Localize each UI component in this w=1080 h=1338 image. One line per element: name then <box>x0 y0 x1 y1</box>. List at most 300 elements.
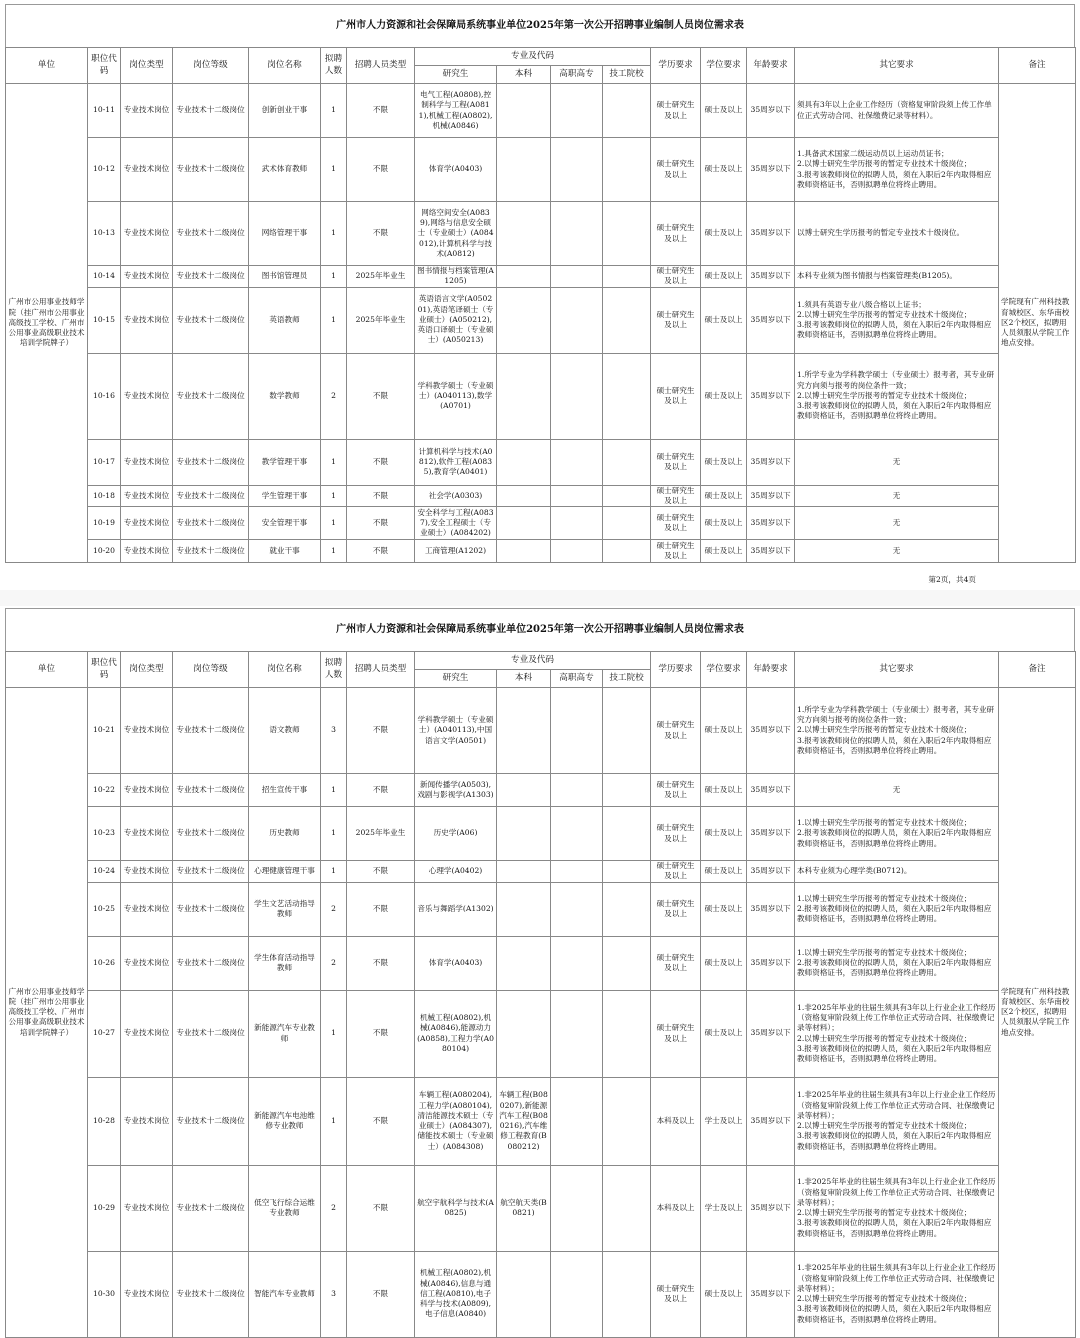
header-recruit: 招聘人员类型 <box>347 652 415 688</box>
cell-type: 专业技术岗位 <box>121 540 173 563</box>
cell-voc <box>551 84 603 138</box>
cell-degree: 硕士及以上 <box>701 202 747 266</box>
cell-tech <box>603 688 651 774</box>
cell-other-requirements <box>795 266 999 288</box>
cell-grade: 专业技术十二级岗位 <box>173 688 249 774</box>
cell-age: 35周岁以下 <box>747 990 795 1077</box>
cell-edu: 硕士研究生及以上 <box>651 882 701 936</box>
cell-edu: 本科及以上 <box>651 1165 701 1251</box>
cell-bach <box>497 774 551 807</box>
requirement-line: 2.报考该教师岗位的拟聘人员，须在入职后2年内取得相应教师资格证书，否则拟聘单位将终止聘用。 <box>797 957 992 978</box>
cell-bach <box>497 266 551 288</box>
cell-voc <box>551 202 603 266</box>
cell-voc <box>551 485 603 507</box>
table-row <box>6 882 1076 936</box>
cell-code: 10-25 <box>88 882 121 936</box>
header-grade: 岗位等级 <box>173 48 249 84</box>
header-unit: 单位 <box>6 652 88 688</box>
cell-edu: 硕士研究生及以上 <box>651 688 701 774</box>
cell-recruit: 2025年毕业生 <box>347 287 415 353</box>
cell-age: 35周岁以下 <box>747 1251 795 1337</box>
cell-edu: 硕士研究生及以上 <box>651 84 701 138</box>
cell-code: 10-14 <box>88 266 121 288</box>
cell-type: 专业技术岗位 <box>121 807 173 861</box>
cell-tech <box>603 353 651 439</box>
cell-type: 专业技术岗位 <box>121 990 173 1077</box>
cell-recruit: 不限 <box>347 1251 415 1337</box>
cell-other-requirements <box>795 1251 999 1337</box>
cell-edu: 硕士研究生及以上 <box>651 202 701 266</box>
cell-bach <box>497 882 551 936</box>
cell-voc <box>551 936 603 990</box>
cell-code: 10-20 <box>88 540 121 563</box>
cell-degree: 硕士及以上 <box>701 882 747 936</box>
cell-other-requirements <box>795 990 999 1077</box>
requirement-line: 无 <box>892 784 901 794</box>
header-edu: 学历要求 <box>651 652 701 688</box>
table-row <box>6 807 1076 861</box>
recruitment-table-page-2 <box>5 4 1075 589</box>
cell-edu: 硕士研究生及以上 <box>651 507 701 540</box>
cell-grad: 体育学(A0403) <box>415 936 497 990</box>
cell-count: 2 <box>321 1165 347 1251</box>
cell-type: 专业技术岗位 <box>121 1077 173 1165</box>
cell-edu: 硕士研究生及以上 <box>651 485 701 507</box>
header-age: 年龄要求 <box>747 48 795 84</box>
cell-recruit: 不限 <box>347 861 415 883</box>
cell-recruit: 不限 <box>347 84 415 138</box>
cell-age: 35周岁以下 <box>747 507 795 540</box>
requirement-line: 2.报考该教师岗位的拟聘人员，须在入职后2年内取得相应教师资格证书，否则拟聘单位将终止聘用。 <box>797 903 992 924</box>
cell-code: 10-29 <box>88 1165 121 1251</box>
requirement-line: 须具有3年以上企业工作经历（资格复审阶段须上传工作单位正式劳动合同、社保缴费记录等材料）。 <box>797 100 992 120</box>
cell-age: 35周岁以下 <box>747 774 795 807</box>
cell-grad: 机械工程(A0802),机械(A0846),能源动力(A0858),工程力学(A080104) <box>415 990 497 1077</box>
cell-voc <box>551 287 603 353</box>
cell-code: 10-22 <box>88 774 121 807</box>
header-voc: 高职高专 <box>551 670 603 688</box>
cell-code: 10-27 <box>88 990 121 1077</box>
cell-tech <box>603 1251 651 1337</box>
header-grad: 研究生 <box>415 670 497 688</box>
cell-count: 1 <box>321 287 347 353</box>
cell-type: 专业技术岗位 <box>121 1165 173 1251</box>
table-row <box>6 507 1076 540</box>
cell-grad: 学科教学硕士（专业硕士）(A040113),数学(A0701) <box>415 353 497 439</box>
cell-grade: 专业技术十二级岗位 <box>173 807 249 861</box>
cell-grade: 专业技术十二级岗位 <box>173 202 249 266</box>
cell-bach <box>497 936 551 990</box>
requirement-line: 1.非2025年毕业的往届生须具有3年以上行业企业工作经历（资格复审阶段须上传工作单位正式劳动合同、社保缴费记录等材料）； <box>797 1002 996 1033</box>
page-number: 第2页，共4页 <box>928 575 976 584</box>
cell-code: 10-23 <box>88 807 121 861</box>
table-row <box>6 287 1076 353</box>
cell-grade: 专业技术十二级岗位 <box>173 936 249 990</box>
cell-age: 35周岁以下 <box>747 807 795 861</box>
cell-code: 10-11 <box>88 84 121 138</box>
cell-edu: 本科及以上 <box>651 1077 701 1165</box>
cell-recruit: 不限 <box>347 485 415 507</box>
cell-degree: 硕士及以上 <box>701 439 747 485</box>
cell-age: 35周岁以下 <box>747 936 795 990</box>
cell-bach: 车辆工程(B080207),新能源汽车工程(B080216),汽车维修工程教育(B080212) <box>497 1077 551 1165</box>
cell-type: 专业技术岗位 <box>121 507 173 540</box>
table-row <box>6 353 1076 439</box>
cell-bach <box>497 138 551 202</box>
cell-tech <box>603 138 651 202</box>
requirement-line: 1.须具有英语专业八级合格以上证书； <box>797 299 926 309</box>
cell-age: 35周岁以下 <box>747 439 795 485</box>
cell-voc <box>551 266 603 288</box>
cell-grad: 电气工程(A0808),控制科学与工程(A0811),机械工程(A0802),机械(A0846) <box>415 84 497 138</box>
cell-other-requirements <box>795 540 999 563</box>
cell-other-requirements <box>795 353 999 439</box>
cell-degree: 硕士及以上 <box>701 353 747 439</box>
cell-type: 专业技术岗位 <box>121 936 173 990</box>
cell-count: 1 <box>321 202 347 266</box>
cell-other-requirements <box>795 287 999 353</box>
table-title: 广州市人力资源和社会保障局系统事业单位2025年第一次公开招聘事业编制人员岗位需求表 <box>5 608 1075 651</box>
cell-type: 专业技术岗位 <box>121 138 173 202</box>
table-row <box>6 688 1076 774</box>
requirement-line: 3.报考该教师岗位的拟聘人员，须在入职后2年内取得相应教师资格证书，否则拟聘单位将终止聘用。 <box>797 735 992 755</box>
cell-code: 10-18 <box>88 485 121 507</box>
cell-count: 1 <box>321 807 347 861</box>
cell-voc <box>551 507 603 540</box>
cell-recruit: 不限 <box>347 882 415 936</box>
cell-grad: 历史学(A06) <box>415 807 497 861</box>
cell-recruit: 不限 <box>347 688 415 774</box>
cell-age: 35周岁以下 <box>747 1165 795 1251</box>
table-row <box>6 266 1076 288</box>
cell-grade: 专业技术十二级岗位 <box>173 882 249 936</box>
cell-type: 专业技术岗位 <box>121 1251 173 1337</box>
cell-type: 专业技术岗位 <box>121 485 173 507</box>
header-voc: 高职高专 <box>551 66 603 84</box>
cell-bach <box>497 287 551 353</box>
remark-cell: 学院现有广州科技教育城校区、东华南校区2个校区，拟聘用人员须服从学院工作地点安排。 <box>999 688 1076 1338</box>
cell-grad: 心理学(A0402) <box>415 861 497 883</box>
cell-tech <box>603 807 651 861</box>
unit-name-cell: 广州市公用事业技师学院（挂广州市公用事业高级技工学校、广州市公用事业高级职业技术培训学院牌子） <box>6 84 88 563</box>
cell-type: 专业技术岗位 <box>121 882 173 936</box>
cell-count: 1 <box>321 990 347 1077</box>
header-tech: 技工院校 <box>603 66 651 84</box>
cell-age: 35周岁以下 <box>747 266 795 288</box>
cell-bach <box>497 485 551 507</box>
cell-count: 2 <box>321 882 347 936</box>
cell-recruit: 不限 <box>347 1077 415 1165</box>
cell-edu: 硕士研究生及以上 <box>651 439 701 485</box>
cell-type: 专业技术岗位 <box>121 287 173 353</box>
cell-name: 智能汽车专业教师 <box>249 1251 321 1337</box>
header-edu: 学历要求 <box>651 48 701 84</box>
cell-tech <box>603 936 651 990</box>
cell-grade: 专业技术十二级岗位 <box>173 774 249 807</box>
cell-tech <box>603 287 651 353</box>
page-gap <box>0 590 1080 606</box>
cell-grad: 机械工程(A0802),机械(A0846),信息与通信工程(A0810),电子科学与技术(A0809),电子信息(A0840) <box>415 1251 497 1337</box>
header-remark: 备注 <box>999 48 1076 84</box>
cell-edu: 硕士研究生及以上 <box>651 807 701 861</box>
cell-bach <box>497 507 551 540</box>
cell-code: 10-13 <box>88 202 121 266</box>
cell-name: 招生宣传干事 <box>249 774 321 807</box>
cell-count: 1 <box>321 540 347 563</box>
cell-edu: 硕士研究生及以上 <box>651 540 701 563</box>
cell-recruit: 不限 <box>347 774 415 807</box>
header-major: 专业及代码 <box>415 48 651 66</box>
cell-degree: 硕士及以上 <box>701 688 747 774</box>
cell-name: 英语教师 <box>249 287 321 353</box>
cell-tech <box>603 861 651 883</box>
header-type: 岗位类型 <box>121 652 173 688</box>
requirement-line: 2.报考该教师岗位的拟聘人员，须在入职后2年内取得相应教师资格证书，否则拟聘单位将终止聘用。 <box>797 828 992 848</box>
cell-count: 1 <box>321 485 347 507</box>
cell-bach <box>497 688 551 774</box>
cell-other-requirements <box>795 1077 999 1165</box>
cell-bach <box>497 807 551 861</box>
cell-other-requirements <box>795 1165 999 1251</box>
cell-voc <box>551 1251 603 1337</box>
table-row <box>6 1251 1076 1337</box>
requirement-line: 3.报考该教师岗位的拟聘人员，须在入职后2年内取得相应教师资格证书，否则拟聘单位将终止聘用。 <box>797 169 992 189</box>
cell-degree: 硕士及以上 <box>701 266 747 288</box>
cell-tech <box>603 507 651 540</box>
cell-voc <box>551 540 603 563</box>
cell-bach <box>497 1251 551 1337</box>
cell-type: 专业技术岗位 <box>121 861 173 883</box>
requirement-line: 2.以博士研究生学历报考的暂定专业技术十级岗位； <box>797 725 972 735</box>
cell-grade: 专业技术十二级岗位 <box>173 84 249 138</box>
cell-recruit: 不限 <box>347 990 415 1077</box>
cell-code: 10-21 <box>88 688 121 774</box>
cell-grade: 专业技术十二级岗位 <box>173 485 249 507</box>
cell-other-requirements <box>795 882 999 936</box>
cell-edu: 硕士研究生及以上 <box>651 1251 701 1337</box>
cell-name: 武术体育教师 <box>249 138 321 202</box>
requirement-line: 3.报考该教师岗位的拟聘人员，须在入职后2年内取得相应教师资格证书，否则拟聘单位将终止聘用。 <box>797 1043 992 1063</box>
table-row <box>6 990 1076 1077</box>
cell-grade: 专业技术十二级岗位 <box>173 353 249 439</box>
table-row <box>6 202 1076 266</box>
cell-age: 35周岁以下 <box>747 138 795 202</box>
cell-name: 学生文艺活动指导教师 <box>249 882 321 936</box>
cell-grade: 专业技术十二级岗位 <box>173 439 249 485</box>
cell-tech <box>603 774 651 807</box>
cell-name: 新能源汽车电池维修专业教师 <box>249 1077 321 1165</box>
cell-degree: 硕士及以上 <box>701 807 747 861</box>
cell-other-requirements <box>795 202 999 266</box>
requirement-line: 1.所学专业为学科教学硕士（专业硕士）报考者，其专业研究方向须与报考的岗位条件一致； <box>797 704 995 725</box>
cell-edu: 硕士研究生及以上 <box>651 287 701 353</box>
requirement-line: 本科专业须为图书情报与档案管理类(B1205)。 <box>797 271 957 281</box>
cell-recruit: 不限 <box>347 353 415 439</box>
cell-tech <box>603 202 651 266</box>
cell-grade: 专业技术十二级岗位 <box>173 990 249 1077</box>
requirement-line: 3.报考该教师岗位的拟聘人员，须在入职后2年内取得相应教师资格证书，否则拟聘单位将终止聘用。 <box>797 1304 992 1324</box>
cell-degree: 硕士及以上 <box>701 540 747 563</box>
cell-edu: 硕士研究生及以上 <box>651 861 701 883</box>
cell-grade: 专业技术十二级岗位 <box>173 1077 249 1165</box>
cell-type: 专业技术岗位 <box>121 266 173 288</box>
header-other: 其它要求 <box>795 652 999 688</box>
cell-name: 创新创业干事 <box>249 84 321 138</box>
cell-code: 10-24 <box>88 861 121 883</box>
cell-count: 3 <box>321 1251 347 1337</box>
cell-other-requirements <box>795 507 999 540</box>
cell-code: 10-30 <box>88 1251 121 1337</box>
header-degree: 学位要求 <box>701 652 747 688</box>
header-name: 岗位名称 <box>249 652 321 688</box>
requirement-line: 2.以博士研究生学历报考的暂定专业技术十级岗位； <box>797 1208 972 1217</box>
cell-name: 网络管理干事 <box>249 202 321 266</box>
cell-tech <box>603 540 651 563</box>
cell-degree: 硕士及以上 <box>701 485 747 507</box>
cell-voc <box>551 1077 603 1165</box>
cell-recruit: 2025年毕业生 <box>347 266 415 288</box>
cell-recruit: 不限 <box>347 507 415 540</box>
cell-voc <box>551 439 603 485</box>
cell-bach: 航空航天类(B0821) <box>497 1165 551 1251</box>
cell-name: 数学教师 <box>249 353 321 439</box>
cell-type: 专业技术岗位 <box>121 84 173 138</box>
cell-grad: 音乐与舞蹈学(A1302) <box>415 882 497 936</box>
cell-tech <box>603 1077 651 1165</box>
cell-other-requirements <box>795 138 999 202</box>
cell-age: 35周岁以下 <box>747 202 795 266</box>
cell-other-requirements <box>795 485 999 507</box>
cell-grade: 专业技术十二级岗位 <box>173 1251 249 1337</box>
requirement-line: 2.以博士研究生学历报考的暂定专业技术十级岗位； <box>797 309 972 319</box>
cell-age: 35周岁以下 <box>747 861 795 883</box>
header-grad: 研究生 <box>415 66 497 84</box>
table-row <box>6 138 1076 202</box>
cell-recruit: 不限 <box>347 138 415 202</box>
cell-voc <box>551 861 603 883</box>
cell-grade: 专业技术十二级岗位 <box>173 287 249 353</box>
cell-voc <box>551 990 603 1077</box>
header-code: 职位代码 <box>88 652 121 688</box>
cell-recruit: 不限 <box>347 540 415 563</box>
cell-voc <box>551 138 603 202</box>
cell-grad: 计算机科学与技术(A0812),软件工程(A0835),教育学(A0401) <box>415 439 497 485</box>
cell-edu: 硕士研究生及以上 <box>651 990 701 1077</box>
cell-bach <box>497 202 551 266</box>
header-name: 岗位名称 <box>249 48 321 84</box>
cell-code: 10-15 <box>88 287 121 353</box>
cell-name: 就业干事 <box>249 540 321 563</box>
cell-grade: 专业技术十二级岗位 <box>173 266 249 288</box>
header-code: 职位代码 <box>88 48 121 84</box>
cell-tech <box>603 1165 651 1251</box>
cell-degree: 硕士及以上 <box>701 138 747 202</box>
table-row <box>6 861 1076 883</box>
header-grade: 岗位等级 <box>173 652 249 688</box>
header-tech: 技工院校 <box>603 670 651 688</box>
requirement-line: 无 <box>892 517 901 527</box>
cell-grad: 新闻传播学(A0503),戏剧与影视学(A1303) <box>415 774 497 807</box>
cell-count: 1 <box>321 774 347 807</box>
requirement-line: 1.以博士研究生学历报考的暂定专业技术十级岗位； <box>797 947 972 957</box>
cell-grade: 专业技术十二级岗位 <box>173 1165 249 1251</box>
requirement-line: 3.报考该教师岗位的拟聘人员，须在入职后2年内取得相应教师资格证书，否则拟聘单位将终止聘用。 <box>797 1218 992 1238</box>
cell-other-requirements <box>795 688 999 774</box>
cell-name: 教学管理干事 <box>249 439 321 485</box>
cell-name: 图书馆管理员 <box>249 266 321 288</box>
cell-grade: 专业技术十二级岗位 <box>173 540 249 563</box>
cell-edu: 硕士研究生及以上 <box>651 353 701 439</box>
table-row <box>6 774 1076 807</box>
cell-recruit: 不限 <box>347 439 415 485</box>
cell-grad: 体育学(A0403) <box>415 138 497 202</box>
recruitment-table-page-3 <box>5 608 1075 1333</box>
requirement-line: 2.以博士研究生学历报考的暂定专业技术十级岗位； <box>797 390 972 400</box>
cell-age: 35周岁以下 <box>747 688 795 774</box>
requirement-line: 1.非2025年毕业的往届生须具有3年以上行业企业工作经历（资格复审阶段须上传工作单位正式劳动合同、社保缴费记录等材料）； <box>797 1090 996 1120</box>
cell-tech <box>603 990 651 1077</box>
cell-count: 1 <box>321 439 347 485</box>
cell-name: 低空飞行综合运维专业教师 <box>249 1165 321 1251</box>
job-table <box>5 47 1076 563</box>
requirement-line: 无 <box>892 490 901 500</box>
requirement-line: 1.以博士研究生学历报考的暂定专业技术十级岗位； <box>797 818 972 828</box>
header-other: 其它要求 <box>795 48 999 84</box>
header-remark: 备注 <box>999 652 1076 688</box>
cell-voc <box>551 353 603 439</box>
cell-name: 语文教师 <box>249 688 321 774</box>
requirement-line: 1.以博士研究生学历报考的暂定专业技术十级岗位； <box>797 893 972 903</box>
cell-name: 历史教师 <box>249 807 321 861</box>
cell-name: 安全管理干事 <box>249 507 321 540</box>
cell-grad: 英语语言文学(A050201),英语笔译硕士（专业硕士）(A050212),英语口译硕士（专业硕士）(A050213) <box>415 287 497 353</box>
cell-type: 专业技术岗位 <box>121 353 173 439</box>
cell-bach <box>497 84 551 138</box>
table-row <box>6 485 1076 507</box>
cell-code: 10-26 <box>88 936 121 990</box>
cell-degree: 硕士及以上 <box>701 1251 747 1337</box>
requirement-line: 2.以博士研究生学历报考的暂定专业技术十级岗位； <box>797 1121 972 1130</box>
cell-code: 10-17 <box>88 439 121 485</box>
cell-degree: 硕士及以上 <box>701 287 747 353</box>
cell-voc <box>551 688 603 774</box>
table-row <box>6 1077 1076 1165</box>
cell-grade: 专业技术十二级岗位 <box>173 861 249 883</box>
header-type: 岗位类型 <box>121 48 173 84</box>
cell-bach <box>497 439 551 485</box>
cell-count: 2 <box>321 936 347 990</box>
cell-grad: 安全科学与工程(A0837),安全工程硕士（专业硕士）(A084202) <box>415 507 497 540</box>
table-row <box>6 84 1076 138</box>
cell-degree: 硕士及以上 <box>701 936 747 990</box>
requirement-line: 1.非2025年毕业的往届生须具有3年以上行业企业工作经历（资格复审阶段须上传工作单位正式劳动合同、社保缴费记录等材料）； <box>797 1263 996 1293</box>
cell-grad: 工商管理(A1202) <box>415 540 497 563</box>
cell-grad: 图书情报与档案管理(A1205) <box>415 266 497 288</box>
cell-tech <box>603 882 651 936</box>
requirement-line: 2.以博士研究生学历报考的暂定专业技术十级岗位； <box>797 1294 972 1303</box>
cell-grad: 社会学(A0303) <box>415 485 497 507</box>
cell-degree: 硕士及以上 <box>701 84 747 138</box>
requirement-line: 1.具备武术国家二级运动员以上运动员证书； <box>797 149 949 158</box>
requirement-line: 2.以博士研究生学历报考的暂定专业技术十级岗位； <box>797 1033 972 1043</box>
requirement-line: 无 <box>892 456 901 466</box>
cell-count: 1 <box>321 84 347 138</box>
header-degree: 学位要求 <box>701 48 747 84</box>
cell-code: 10-12 <box>88 138 121 202</box>
cell-count: 3 <box>321 688 347 774</box>
unit-name-cell: 广州市公用事业技师学院（挂广州市公用事业高级技工学校、广州市公用事业高级职业技术培训学院牌子） <box>6 688 88 1338</box>
cell-count: 1 <box>321 138 347 202</box>
